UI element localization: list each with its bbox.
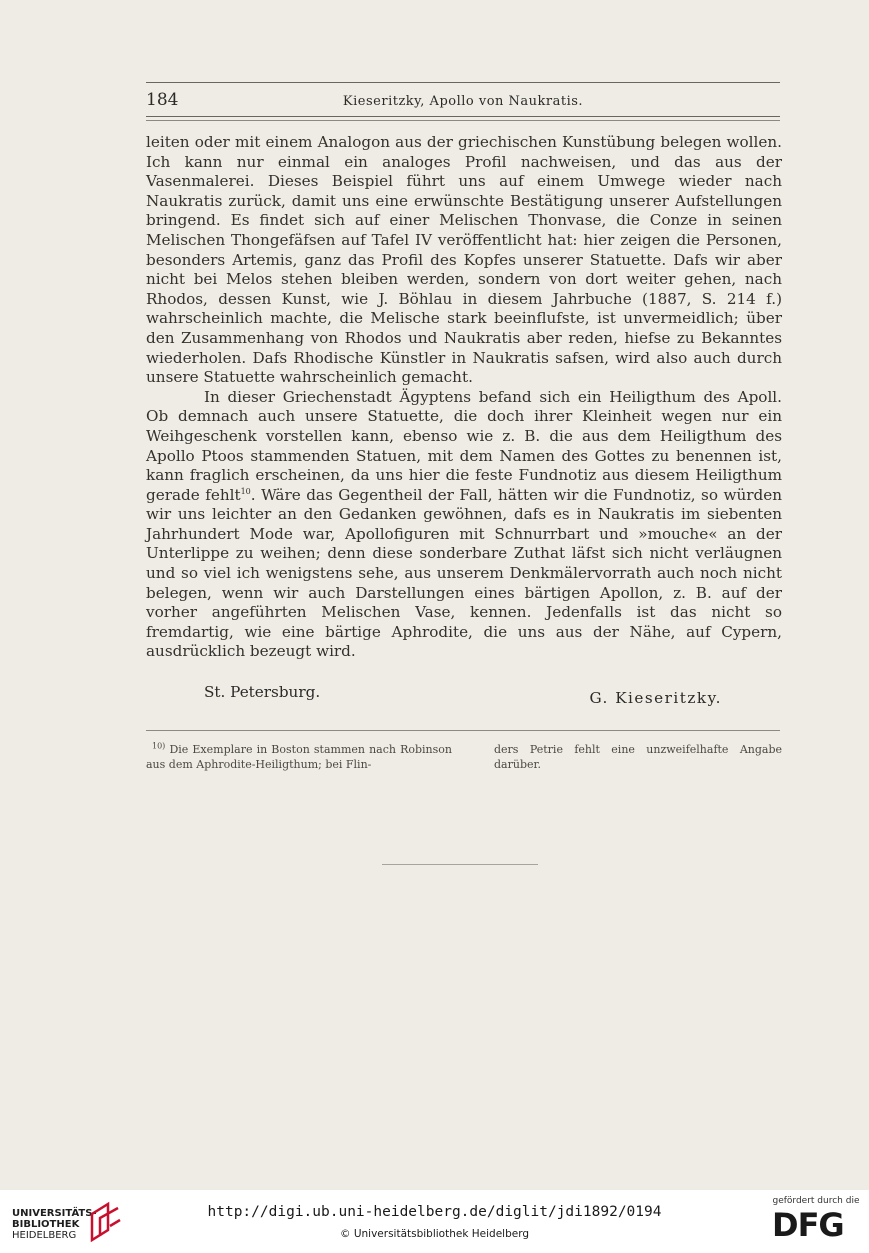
footnote-rule <box>146 730 780 731</box>
top-rule <box>146 82 780 83</box>
dfg-logo: DFG <box>772 1206 844 1244</box>
copyright-notice: © Universitätsbibliothek Heidelberg <box>339 1228 529 1240</box>
running-header <box>146 88 780 116</box>
footnote-marker: 10) <box>152 741 166 751</box>
signature-author: G. Kieseritzky. <box>589 689 722 707</box>
sponsor-caption: gefördert durch die <box>772 1196 860 1206</box>
header-rule-secondary <box>146 120 780 121</box>
paragraph-1: leiten oder mit einem Analogon aus der griechischen Kunstübung belegen wollen. Ich kann nur einmal ein analoges Profil nachweisen, und das aus der Vasenmalerei. Dieses Beispiel führt uns auf einem Umwege wieder nach Naukratis zurück, damit uns eine erwünschte Bestätigung unserer Aufstellungen bringend. Es findet sich auf einer Melischen Thonvase, die Conze in seinen Melischen Thongefäfsen auf Tafel IV veröffentlicht hat: hier zeigen die Personen, besonders Artemis, ganz das Profil des Kopfes unserer Statuette. Dafs wir aber nicht bei Melos stehen bleiben werden, sondern von dort weiter gehen, nach Rhodos, dessen Kunst, wie J. Böhlau in diesem Jahrbuche (1887, S. 214 f.) wahrscheinlich machte, die Melische stark beeinflufste, ist unvermeidlich; über den Zusammenhang von Rhodos und Naukratis aber reden, hiefse zu Bekanntes wiederholen. Dafs Rhodische Künstler in Naukratis safsen, wird also auch durch unsere Statuette wahrscheinlich gemacht. <box>146 133 782 387</box>
library-name-line2: BIBLIOTHEK <box>12 1219 80 1230</box>
footnote-left-text: Die Exemplare in Boston stammen nach Robinson aus dem Aphrodite-Heiligthum; bei Flin- <box>146 743 452 771</box>
permalink-url[interactable]: http://digi.ub.uni-heidelberg.de/diglit/jdi1892/0194 <box>207 1204 662 1220</box>
paragraph-2-part-a: In dieser Griechenstadt Ägyptens befand sich ein Heiligthum des Apoll. Ob demnach auch unsere Statuette, die doch ihrer Kleinheit wegen nur ein Weihgeschenk vorstellen kann, ebenso wie z. B. die aus dem Heiligthum des Apollo Ptoos stammenden Statuen, mit dem Namen des Gottes zu benennen ist, kann fraglich erscheinen, da uns hier die feste Fundnotiz aus diesem Heiligthum gerade fehlt <box>146 387 782 504</box>
footnote-reference[interactable]: 10 <box>240 486 251 496</box>
header-rule <box>146 116 780 117</box>
library-name-line1: UNIVERSITÄTS- <box>12 1208 97 1219</box>
library-name-line3: HEIDELBERG <box>12 1230 77 1241</box>
signature-place: St. Petersburg. <box>204 683 321 701</box>
viewer-footer <box>0 1190 869 1253</box>
footnotes <box>146 742 782 792</box>
page-number: 184 <box>146 90 179 110</box>
signature-block <box>146 683 782 707</box>
paragraph-2 <box>146 388 782 662</box>
footnote-left-column <box>146 742 452 772</box>
body-text <box>146 133 782 662</box>
running-title: Kieseritzky, Apollo von Naukratis. <box>342 94 584 109</box>
end-rule <box>382 864 538 865</box>
footnote-right-column: ders Petrie fehlt eine unzweifelhafte Angabe darüber. <box>494 743 782 771</box>
paragraph-2-part-b: . Wäre das Gegentheil der Fall, hätten wir die Fundnotiz, so würden wir uns leichter an den Gedanken gewöhnen, dafs es in Naukratis im siebenten Jahrhundert Mode war, Apollofiguren mit Schnurrbart und »mouche« an der Unterlippe zu weihen; denn diese sonderbare Zuthat läfst sich nicht verläugnen und so viel ich wenigstens sehe, aus unserem Denkmälervorrath auch noch nicht belegen, wenn wir auch Darstellungen eines bärtigen Apollon, z. B. auf der vorher angeführten Melischen Vase, kennen. Jedenfalls ist das nicht so fremdartig, wie eine bärtige Aphrodite, die uns aus der Nähe, auf Cypern, ausdrücklich bezeugt wird. <box>146 485 782 661</box>
